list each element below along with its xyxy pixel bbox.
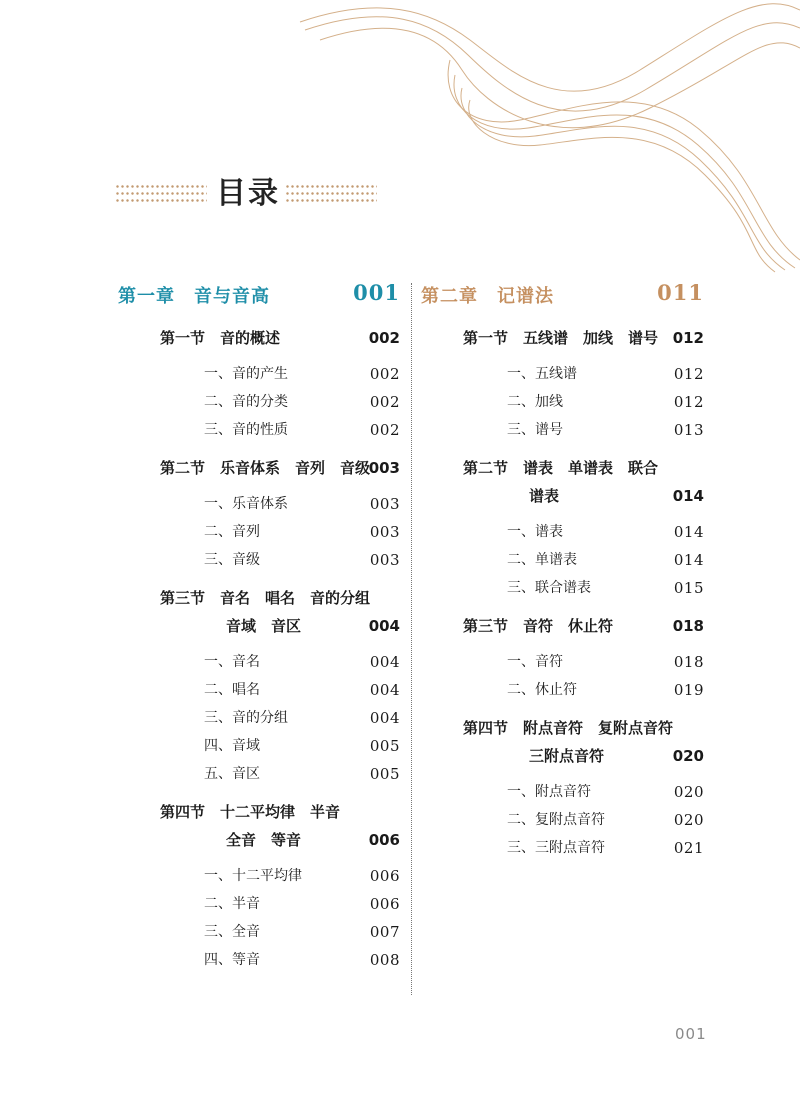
section-heading[interactable] [118,454,400,482]
chapter-title: 第一章 音与音高 [118,286,270,307]
section-page: 014 [672,487,704,505]
toc-entry[interactable] [421,676,704,704]
toc-entry-label: 二、音列 [204,524,260,540]
section-title-continued: 三附点音符 [529,747,605,765]
page-number: 001 [675,1025,707,1043]
chapter-page: 001 [353,280,400,305]
toc-entry-page: 014 [673,551,704,569]
toc-entry-page: 004 [369,653,400,671]
toc-entry-label: 三、音的性质 [204,422,288,438]
toc-entry[interactable] [421,416,704,444]
toc-entry[interactable] [118,676,400,704]
toc-entry[interactable] [421,648,704,676]
section-title: 第一节 五线谱 加线 谱号 [463,329,659,347]
toc-entry-page: 002 [369,365,400,383]
section-items [118,490,400,574]
toc-entry-page: 020 [673,811,704,829]
section-heading[interactable] [421,612,704,640]
toc-entry[interactable] [118,490,400,518]
section-items [118,648,400,788]
section-page: 003 [368,459,400,477]
toc-entry-page: 008 [369,951,400,969]
toc-entry[interactable] [421,834,704,862]
section-items [118,862,400,974]
dotted-ornament-left [115,181,207,203]
toc-entry-label: 一、乐音体系 [204,496,288,512]
section-heading[interactable] [118,798,400,854]
toc-entry-page: 002 [369,421,400,439]
toc-entry-label: 一、五线谱 [507,366,577,382]
chapter-page: 011 [657,280,704,305]
toc-entry[interactable] [118,360,400,388]
toc-entry-label: 二、音的分类 [204,394,288,410]
toc-entry[interactable] [118,946,400,974]
toc-entry[interactable] [421,546,704,574]
section-title-continued: 谱表 [529,487,560,505]
toc-entry-page: 019 [673,681,704,699]
section-items [118,360,400,444]
toc-entry[interactable] [118,704,400,732]
toc-entry-label: 一、音的产生 [204,366,288,382]
toc-entry[interactable] [421,574,704,602]
toc-entry-page: 003 [369,495,400,513]
toc-entry-page: 003 [369,523,400,541]
toc-entry-label: 一、十二平均律 [204,868,302,884]
section-heading[interactable] [421,324,704,352]
toc-entry-page: 006 [369,895,400,913]
section-items [421,518,704,602]
toc-entry-page: 003 [369,551,400,569]
toc-entry[interactable] [421,360,704,388]
section-title: 第四节 附点音符 复附点音符 [463,719,674,737]
toc-entry-label: 二、休止符 [507,682,577,698]
toc-column-right [421,280,704,872]
toc-entry-label: 二、半音 [204,896,260,912]
section-title: 第四节 十二平均律 半音 [160,803,341,821]
toc-entry-page: 006 [369,867,400,885]
section-items [421,648,704,704]
section-page: 006 [368,831,400,849]
section-heading[interactable] [118,584,400,640]
toc-column-left [118,280,400,984]
toc-entry-label: 二、唱名 [204,682,260,698]
toc-entry[interactable] [118,518,400,546]
page-title: 目录 [216,176,280,211]
section-title: 第二节 乐音体系 音列 音级 [160,459,371,477]
toc-entry-page: 002 [369,393,400,411]
section-page: 020 [672,747,704,765]
toc-entry-label: 三、音级 [204,552,260,568]
toc-entry[interactable] [118,862,400,890]
section-page: 002 [368,329,400,347]
toc-entry[interactable] [118,388,400,416]
toc-entry-page: 013 [673,421,704,439]
toc-entry-label: 四、等音 [204,952,260,968]
toc-entry-page: 012 [673,393,704,411]
section-title: 第一节 音的概述 [160,329,281,347]
dotted-ornament-right [285,181,377,203]
section-heading[interactable] [421,714,704,770]
toc-entry[interactable] [118,546,400,574]
toc-entry-page: 012 [673,365,704,383]
wavy-lines-decoration [0,0,800,300]
toc-entry-label: 三、音的分组 [204,710,288,726]
section-items [421,360,704,444]
chapter-heading[interactable] [118,280,400,310]
toc-entry[interactable] [118,890,400,918]
toc-entry-page: 005 [369,737,400,755]
section-title: 第二节 谱表 单谱表 联合 [463,459,659,477]
toc-entry-page: 004 [369,709,400,727]
toc-entry[interactable] [421,778,704,806]
section-items [421,778,704,862]
toc-entry[interactable] [118,918,400,946]
toc-entry-label: 三、全音 [204,924,260,940]
toc-entry-page: 005 [369,765,400,783]
section-page: 012 [672,329,704,347]
toc-entry-label: 三、谱号 [507,422,563,438]
section-title-continued: 音域 音区 [226,617,302,635]
toc-entry-label: 一、音名 [204,654,260,670]
toc-entry-label: 三、联合谱表 [507,580,591,596]
toc-entry-label: 一、音符 [507,654,563,670]
section-title-continued: 全音 等音 [226,831,302,849]
column-divider [411,283,412,995]
section-heading[interactable] [118,324,400,352]
toc-entry-label: 一、附点音符 [507,784,591,800]
section-title: 第三节 音名 唱名 音的分组 [160,589,371,607]
toc-entry-label: 一、谱表 [507,524,563,540]
toc-entry[interactable] [421,806,704,834]
toc-entry-page: 014 [673,523,704,541]
toc-entry-page: 004 [369,681,400,699]
section-title: 第三节 音符 休止符 [463,617,614,635]
toc-entry[interactable] [118,732,400,760]
toc-entry-label: 二、单谱表 [507,552,577,568]
toc-entry[interactable] [118,760,400,788]
toc-entry-label: 二、复附点音符 [507,812,605,828]
toc-entry[interactable] [118,648,400,676]
chapter-heading[interactable] [421,280,704,310]
toc-header [0,168,800,218]
toc-entry-label: 二、加线 [507,394,563,410]
toc-entry-page: 015 [673,579,704,597]
toc-entry[interactable] [421,388,704,416]
toc-entry-label: 四、音域 [204,738,260,754]
chapter-title: 第二章 记谱法 [421,286,554,307]
toc-entry-page: 021 [673,839,704,857]
toc-entry-page: 018 [673,653,704,671]
toc-entry[interactable] [421,518,704,546]
toc-entry-label: 三、三附点音符 [507,840,605,856]
section-page: 004 [368,617,400,635]
section-page: 018 [672,617,704,635]
toc-entry-page: 007 [369,923,400,941]
section-heading[interactable] [421,454,704,510]
toc-entry-page: 020 [673,783,704,801]
toc-entry-label: 五、音区 [204,766,260,782]
toc-entry[interactable] [118,416,400,444]
